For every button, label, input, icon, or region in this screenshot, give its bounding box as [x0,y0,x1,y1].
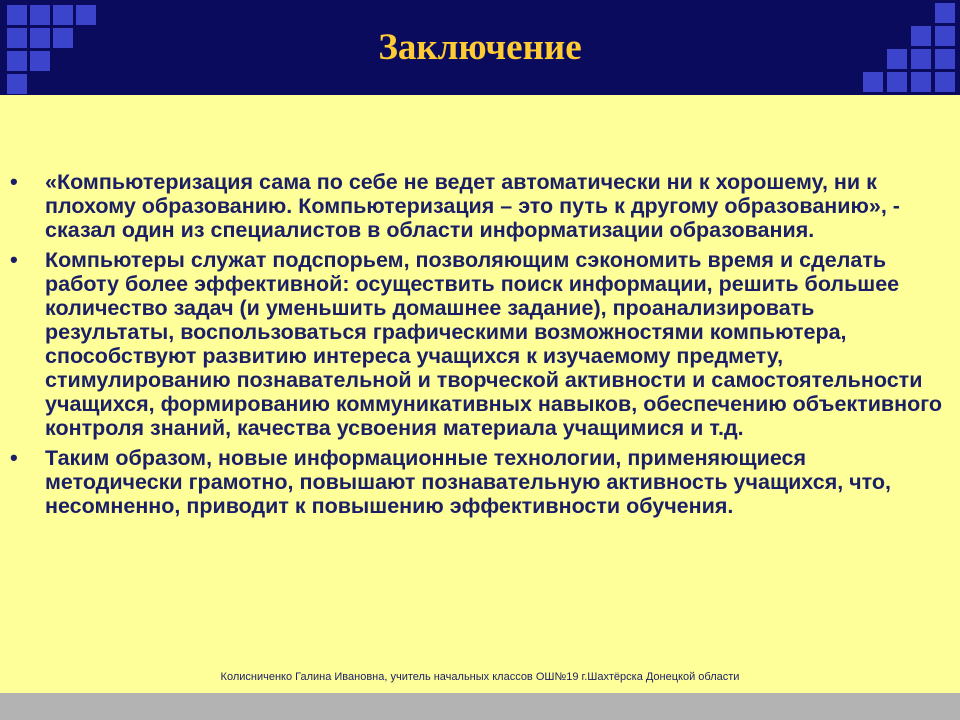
decor-square [887,72,907,92]
bullet-item [8,248,948,440]
decor-square [30,5,50,25]
decor-square [863,72,883,92]
bullet-item [8,446,948,518]
bullet-list [8,170,948,524]
slide-footer: Колисниченко Галина Ивановна, учитель начальных классов ОШ№19 г.Шахтёрска Донецкой области [220,671,740,683]
slide-header [0,0,960,95]
bullet-item [8,170,948,242]
decor-square [76,5,96,25]
decor-square [53,5,73,25]
bottom-bar [0,693,960,720]
bullet-text: «Компьютеризация сама по себе не ведет автоматически ни к хорошему, ни к плохому образованию. Компьютеризация – это путь к другому образованию», - сказал один из специалистов в области информатизации образования. [45,170,900,242]
decor-square [7,74,27,94]
bullet-marker: • [10,445,18,470]
decor-square [935,3,955,23]
bullet-marker: • [10,169,18,194]
bullet-text: Таким образом, новые информационные технологии, применяющиеся методически грамотно, повышают познавательную активность учащихся, что, несомненно, приводит к повышению эффективности обучения. [45,446,892,518]
decor-square [911,72,931,92]
decor-square [935,72,955,92]
decor-square [7,5,27,25]
slide-title: Заключение [378,27,582,68]
bullet-text: Компьютеры служат подспорьем, позволяющим сэкономить время и сделать работу более эффективной: осуществить поиск информации, решить большее количество задач (и уменьшить домашнее задание), проанализировать результаты, воспользоваться графическими возможностями компьютера, способствуют развитию интереса учащихся к изучаемому предмету, стимулированию познавательной и творческой активности и самостоятельности учащихся, формированию коммуникативных навыков, обеспечению объективного контроля знаний, качества усвоения материала учащимися и т.д. [45,248,943,440]
bullet-marker: • [10,247,18,272]
